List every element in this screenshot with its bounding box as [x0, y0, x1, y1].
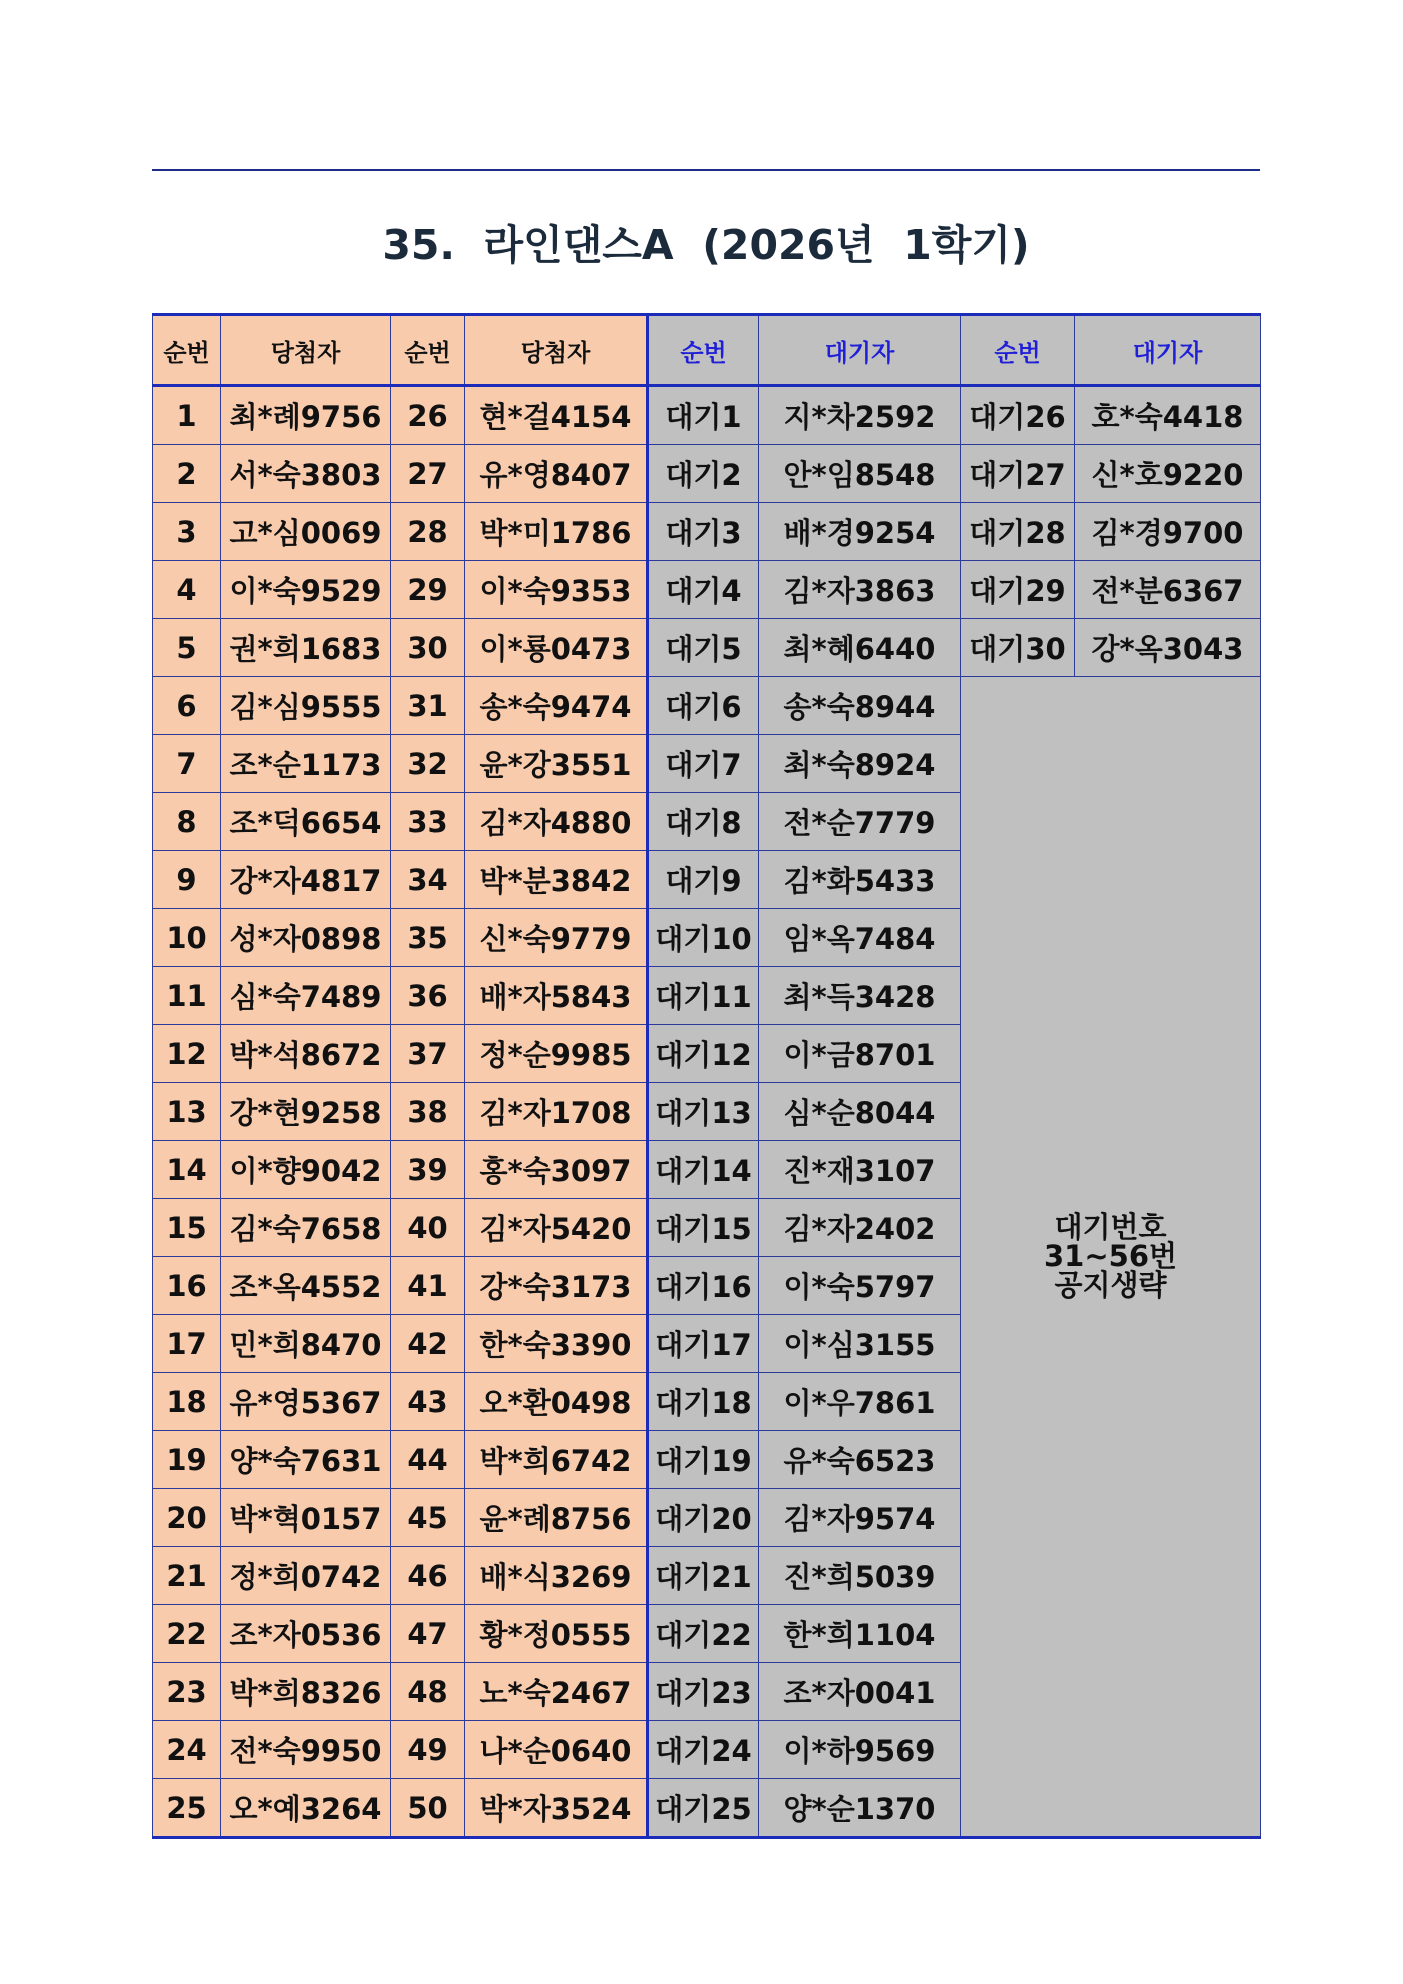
- winner-number: 10: [153, 909, 221, 967]
- table-row: [153, 445, 1261, 503]
- winner-number: 47: [391, 1605, 465, 1663]
- waitlist-name: 김*자2402: [759, 1199, 961, 1257]
- waitlist-name: 지*차2592: [759, 386, 961, 445]
- note-line: 공지생략: [1054, 1268, 1167, 1302]
- winner-number: 19: [153, 1431, 221, 1489]
- winner-name: 이*향9042: [221, 1141, 391, 1199]
- waitlist-name: 신*호9220: [1075, 445, 1261, 503]
- winner-number: 20: [153, 1489, 221, 1547]
- winner-number: 25: [153, 1779, 221, 1838]
- waitlist-name: 이*숙5797: [759, 1257, 961, 1315]
- winner-number: 23: [153, 1663, 221, 1721]
- winner-name: 박*희6742: [465, 1431, 648, 1489]
- winner-number: 6: [153, 677, 221, 735]
- winner-name: 박*자3524: [465, 1779, 648, 1838]
- winner-name: 신*숙9779: [465, 909, 648, 967]
- winner-name: 이*룡0473: [465, 619, 648, 677]
- waitlist-name: 이*하9569: [759, 1721, 961, 1779]
- winner-number: 38: [391, 1083, 465, 1141]
- winner-name: 강*숙3173: [465, 1257, 648, 1315]
- winner-name: 김*자4880: [465, 793, 648, 851]
- winner-name: 송*숙9474: [465, 677, 648, 735]
- top-rule: [152, 169, 1260, 171]
- winner-number: 9: [153, 851, 221, 909]
- page-title: 35. 라인댄스A (2026년 1학기): [382, 221, 1030, 269]
- waitlist-number: 대기25: [648, 1779, 759, 1838]
- table-row: [153, 386, 1261, 445]
- header-waitlist-number-1: 순번: [648, 315, 759, 386]
- winner-name: 조*덕6654: [221, 793, 391, 851]
- winner-number: 44: [391, 1431, 465, 1489]
- winner-number: 39: [391, 1141, 465, 1199]
- header-waitlist-name-1: 대기자: [759, 315, 961, 386]
- winner-name: 조*옥4552: [221, 1257, 391, 1315]
- header-winner-1: 당첨자: [221, 315, 391, 386]
- waitlist-name: 전*순7779: [759, 793, 961, 851]
- winner-name: 성*자0898: [221, 909, 391, 967]
- table-row: [153, 677, 1261, 735]
- winner-name: 김*심9555: [221, 677, 391, 735]
- waitlist-number: 대기30: [961, 619, 1075, 677]
- waitlist-name: 김*화5433: [759, 851, 961, 909]
- waitlist-number: 대기19: [648, 1431, 759, 1489]
- waitlist-number: 대기28: [961, 503, 1075, 561]
- waitlist-number: 대기27: [961, 445, 1075, 503]
- winner-number: 21: [153, 1547, 221, 1605]
- winner-number: 15: [153, 1199, 221, 1257]
- winner-number: 41: [391, 1257, 465, 1315]
- waitlist-name: 이*우7861: [759, 1373, 961, 1431]
- winner-name: 정*순9985: [465, 1025, 648, 1083]
- waitlist-name: 송*숙8944: [759, 677, 961, 735]
- waitlist-number: 대기22: [648, 1605, 759, 1663]
- winner-number: 16: [153, 1257, 221, 1315]
- waitlist-name: 진*재3107: [759, 1141, 961, 1199]
- winner-number: 28: [391, 503, 465, 561]
- winner-number: 26: [391, 386, 465, 445]
- waitlist-number: 대기14: [648, 1141, 759, 1199]
- winner-number: 30: [391, 619, 465, 677]
- winner-number: 24: [153, 1721, 221, 1779]
- winner-name: 윤*례8756: [465, 1489, 648, 1547]
- waitlist-name: 전*분6367: [1075, 561, 1261, 619]
- winner-number: 33: [391, 793, 465, 851]
- header-winner-2: 당첨자: [465, 315, 648, 386]
- winner-name: 한*숙3390: [465, 1315, 648, 1373]
- winner-number: 36: [391, 967, 465, 1025]
- winner-number: 17: [153, 1315, 221, 1373]
- winner-name: 김*자1708: [465, 1083, 648, 1141]
- waitlist-name: 안*임8548: [759, 445, 961, 503]
- waitlist-name: 이*심3155: [759, 1315, 961, 1373]
- waitlist-name: 이*금8701: [759, 1025, 961, 1083]
- winner-number: 18: [153, 1373, 221, 1431]
- waitlist-number: 대기18: [648, 1373, 759, 1431]
- winner-name: 박*미1786: [465, 503, 648, 561]
- winner-number: 40: [391, 1199, 465, 1257]
- waitlist-number: 대기13: [648, 1083, 759, 1141]
- winner-number: 49: [391, 1721, 465, 1779]
- winner-name: 박*희8326: [221, 1663, 391, 1721]
- winner-name: 권*희1683: [221, 619, 391, 677]
- winner-name: 박*혁0157: [221, 1489, 391, 1547]
- waitlist-name: 배*경9254: [759, 503, 961, 561]
- winner-number: 13: [153, 1083, 221, 1141]
- winner-number: 27: [391, 445, 465, 503]
- winner-name: 김*숙7658: [221, 1199, 391, 1257]
- table-row: [153, 503, 1261, 561]
- winner-name: 배*자5843: [465, 967, 648, 1025]
- winner-name: 오*환0498: [465, 1373, 648, 1431]
- winner-name: 강*현9258: [221, 1083, 391, 1141]
- winner-name: 이*숙9353: [465, 561, 648, 619]
- winner-name: 현*걸4154: [465, 386, 648, 445]
- waitlist-name: 진*희5039: [759, 1547, 961, 1605]
- winner-name: 황*정0555: [465, 1605, 648, 1663]
- waitlist-number: 대기15: [648, 1199, 759, 1257]
- waitlist-number: 대기9: [648, 851, 759, 909]
- winner-number: 31: [391, 677, 465, 735]
- winner-name: 고*심0069: [221, 503, 391, 561]
- winner-number: 5: [153, 619, 221, 677]
- winner-number: 3: [153, 503, 221, 561]
- waitlist-name: 최*혜6440: [759, 619, 961, 677]
- winner-number: 34: [391, 851, 465, 909]
- winner-name: 김*자5420: [465, 1199, 648, 1257]
- winner-number: 11: [153, 967, 221, 1025]
- waitlist-number: 대기20: [648, 1489, 759, 1547]
- waitlist-number: 대기1: [648, 386, 759, 445]
- winner-name: 서*숙3803: [221, 445, 391, 503]
- header-waitlist-name-2: 대기자: [1075, 315, 1261, 386]
- winner-name: 유*영5367: [221, 1373, 391, 1431]
- waitlist-number: 대기6: [648, 677, 759, 735]
- winner-number: 7: [153, 735, 221, 793]
- waitlist-name: 김*경9700: [1075, 503, 1261, 561]
- note-line: 대기번호: [1054, 1210, 1167, 1244]
- winner-name: 이*숙9529: [221, 561, 391, 619]
- winner-name: 박*석8672: [221, 1025, 391, 1083]
- winner-number: 1: [153, 386, 221, 445]
- header-number-1: 순번: [153, 315, 221, 386]
- waitlist-number: 대기8: [648, 793, 759, 851]
- waitlist-name: 한*희1104: [759, 1605, 961, 1663]
- waitlist-number: 대기21: [648, 1547, 759, 1605]
- waitlist-number: 대기26: [961, 386, 1075, 445]
- waitlist-name: 최*득3428: [759, 967, 961, 1025]
- winner-number: 43: [391, 1373, 465, 1431]
- waitlist-name: 심*순8044: [759, 1083, 961, 1141]
- waitlist-number: 대기7: [648, 735, 759, 793]
- winner-number: 14: [153, 1141, 221, 1199]
- waitlist-number: 대기5: [648, 619, 759, 677]
- winner-name: 조*자0536: [221, 1605, 391, 1663]
- table-row: [153, 619, 1261, 677]
- waitlist-number: 대기12: [648, 1025, 759, 1083]
- winner-number: 42: [391, 1315, 465, 1373]
- waitlist-name: 조*자0041: [759, 1663, 961, 1721]
- winner-number: 12: [153, 1025, 221, 1083]
- winner-number: 45: [391, 1489, 465, 1547]
- winner-number: 2: [153, 445, 221, 503]
- waitlist-name: 양*순1370: [759, 1779, 961, 1838]
- winner-name: 오*예3264: [221, 1779, 391, 1838]
- winner-name: 조*순1173: [221, 735, 391, 793]
- winner-number: 46: [391, 1547, 465, 1605]
- note-line: 31~56번: [1043, 1239, 1178, 1273]
- winner-name: 유*영8407: [465, 445, 648, 503]
- waitlist-name: 김*자9574: [759, 1489, 961, 1547]
- winner-number: 22: [153, 1605, 221, 1663]
- winner-number: 48: [391, 1663, 465, 1721]
- waitlist-number: 대기16: [648, 1257, 759, 1315]
- waitlist-number: 대기2: [648, 445, 759, 503]
- winner-name: 홍*숙3097: [465, 1141, 648, 1199]
- winner-name: 양*숙7631: [221, 1431, 391, 1489]
- winner-number: 37: [391, 1025, 465, 1083]
- winner-name: 정*희0742: [221, 1547, 391, 1605]
- waitlist-name: 강*옥3043: [1075, 619, 1261, 677]
- winner-name: 노*숙2467: [465, 1663, 648, 1721]
- winner-name: 배*식3269: [465, 1547, 648, 1605]
- winner-name: 윤*강3551: [465, 735, 648, 793]
- winner-name: 민*희8470: [221, 1315, 391, 1373]
- waitlist-number: 대기29: [961, 561, 1075, 619]
- winner-number: 35: [391, 909, 465, 967]
- waitlist-number: 대기23: [648, 1663, 759, 1721]
- waitlist-number: 대기4: [648, 561, 759, 619]
- winner-number: 8: [153, 793, 221, 851]
- table-row: [153, 561, 1261, 619]
- waitlist-name: 호*숙4418: [1075, 386, 1261, 445]
- winner-number: 4: [153, 561, 221, 619]
- waitlist-omitted-note: [961, 677, 1261, 1838]
- header-waitlist-number-2: 순번: [961, 315, 1075, 386]
- winner-name: 나*순0640: [465, 1721, 648, 1779]
- winner-name: 강*자4817: [221, 851, 391, 909]
- waitlist-name: 임*옥7484: [759, 909, 961, 967]
- waitlist-name: 김*자3863: [759, 561, 961, 619]
- winner-name: 심*숙7489: [221, 967, 391, 1025]
- winner-number: 29: [391, 561, 465, 619]
- waitlist-number: 대기24: [648, 1721, 759, 1779]
- waitlist-number: 대기17: [648, 1315, 759, 1373]
- waitlist-number: 대기11: [648, 967, 759, 1025]
- header-row: [153, 315, 1261, 386]
- winner-number: 50: [391, 1779, 465, 1838]
- waitlist-name: 최*숙8924: [759, 735, 961, 793]
- winner-name: 전*숙9950: [221, 1721, 391, 1779]
- winner-name: 최*례9756: [221, 386, 391, 445]
- header-number-2: 순번: [391, 315, 465, 386]
- winner-name: 박*분3842: [465, 851, 648, 909]
- waitlist-number: 대기10: [648, 909, 759, 967]
- waitlist-number: 대기3: [648, 503, 759, 561]
- waitlist-name: 유*숙6523: [759, 1431, 961, 1489]
- winner-number: 32: [391, 735, 465, 793]
- lottery-table: [152, 313, 1261, 1839]
